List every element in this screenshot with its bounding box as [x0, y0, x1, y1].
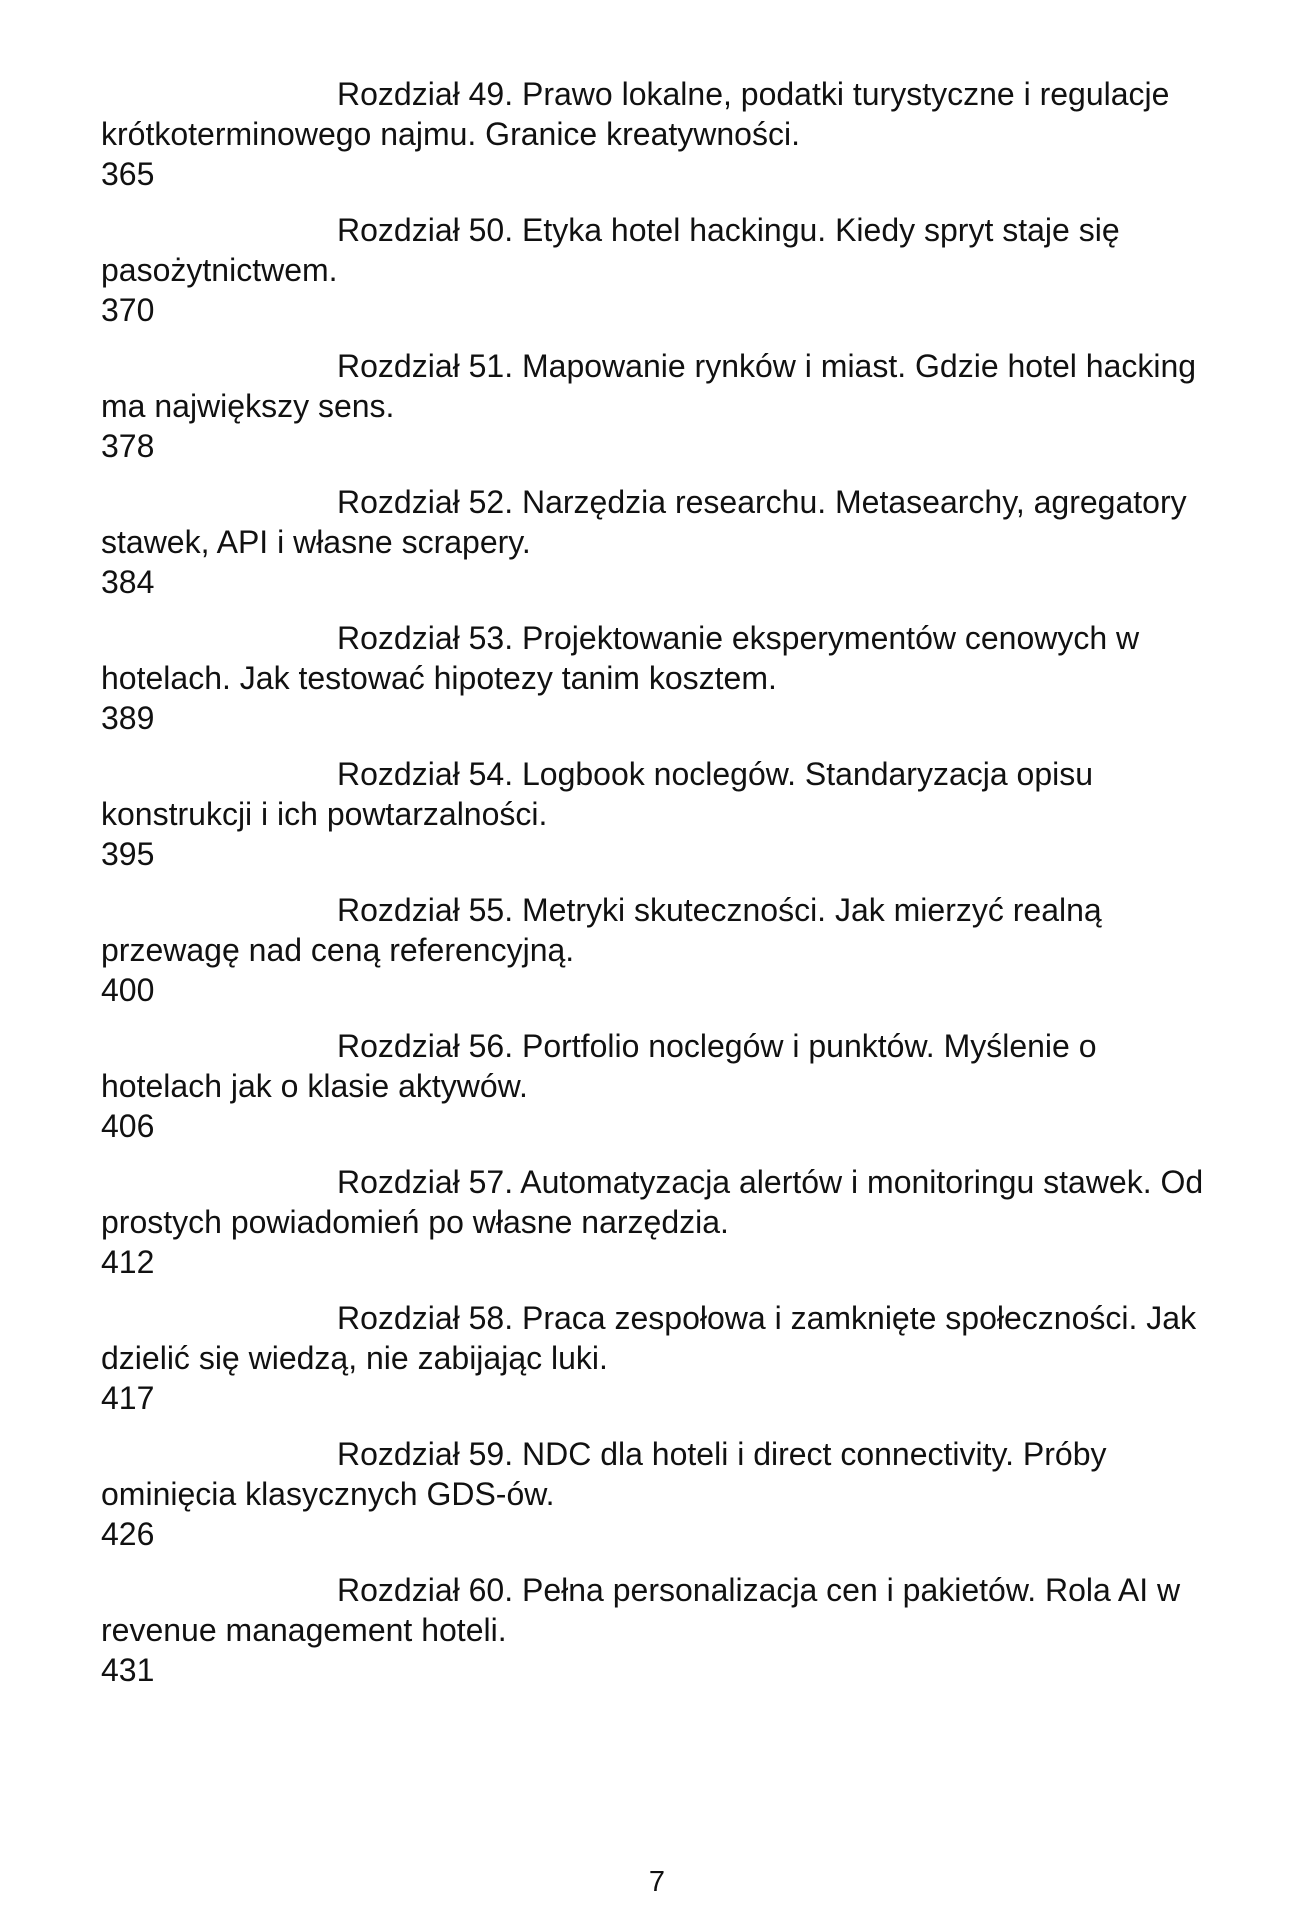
toc-entry — [101, 346, 1221, 466]
toc-entry-title: Rozdział 52. Narzędzia researchu. Metasearchy, agregatory stawek, API i własne scrapery. — [101, 484, 1187, 560]
toc-entry-title: Rozdział 50. Etyka hotel hackingu. Kiedy spryt staje się pasożytnictwem. — [101, 212, 1120, 288]
toc-entry — [101, 1434, 1221, 1554]
toc-entry-page: 395 — [101, 836, 155, 872]
toc-entry — [101, 1026, 1221, 1146]
toc-entry-page: 384 — [101, 564, 155, 600]
toc-entry-title: Rozdział 53. Projektowanie eksperymentów cenowych w hotelach. Jak testować hipotezy tanim kosztem. — [101, 620, 1140, 696]
toc-entry — [101, 210, 1221, 330]
toc-entry-page: 406 — [101, 1108, 155, 1144]
toc-entry-page: 400 — [101, 972, 155, 1008]
toc-entry-title: Rozdział 59. NDC dla hoteli i direct connectivity. Próby ominięcia klasycznych GDS-ów. — [101, 1436, 1107, 1512]
toc-entry-title: Rozdział 58. Praca zespołowa i zamknięte społeczności. Jak dzielić się wiedzą, nie zabijając luki. — [101, 1300, 1197, 1376]
toc-entry-page: 417 — [101, 1380, 155, 1416]
toc-entry-title: Rozdział 55. Metryki skuteczności. Jak mierzyć realną przewagę nad ceną referencyjną. — [101, 892, 1102, 968]
toc-entry-title: Rozdział 56. Portfolio noclegów i punktów. Myślenie o hotelach jak o klasie aktywów. — [101, 1028, 1097, 1104]
page-number: 7 — [648, 1866, 666, 1898]
toc-entry-page: 365 — [101, 156, 155, 192]
toc-entry-page: 370 — [101, 292, 155, 328]
toc-entry-page: 426 — [101, 1516, 155, 1552]
toc-entry-page: 431 — [101, 1652, 155, 1688]
toc-entry-page: 389 — [101, 700, 155, 736]
toc-entry-title: Rozdział 51. Mapowanie rynków i miast. Gdzie hotel hacking ma największy sens. — [101, 348, 1197, 424]
toc-entry — [101, 890, 1221, 1010]
toc-entry-title: Rozdział 60. Pełna personalizacja cen i pakietów. Rola AI w revenue management hoteli. — [101, 1572, 1181, 1648]
toc-entry — [101, 74, 1221, 194]
toc-entry-page: 412 — [101, 1244, 155, 1280]
toc-entry-title: Rozdział 57. Automatyzacja alertów i monitoringu stawek. Od prostych powiadomień po własne narzędzia. — [101, 1164, 1204, 1240]
toc-entry — [101, 1298, 1221, 1418]
table-of-contents — [101, 74, 1221, 1706]
toc-entry-page: 378 — [101, 428, 155, 464]
toc-entry-title: Rozdział 54. Logbook noclegów. Standaryzacja opisu konstrukcji i ich powtarzalności. — [101, 756, 1094, 832]
toc-entry-title: Rozdział 49. Prawo lokalne, podatki turystyczne i regulacje krótkoterminowego najmu. Granice kreatywności. — [101, 76, 1170, 152]
toc-entry — [101, 482, 1221, 602]
toc-entry — [101, 754, 1221, 874]
toc-entry — [101, 618, 1221, 738]
toc-entry — [101, 1162, 1221, 1282]
toc-entry — [101, 1570, 1221, 1690]
